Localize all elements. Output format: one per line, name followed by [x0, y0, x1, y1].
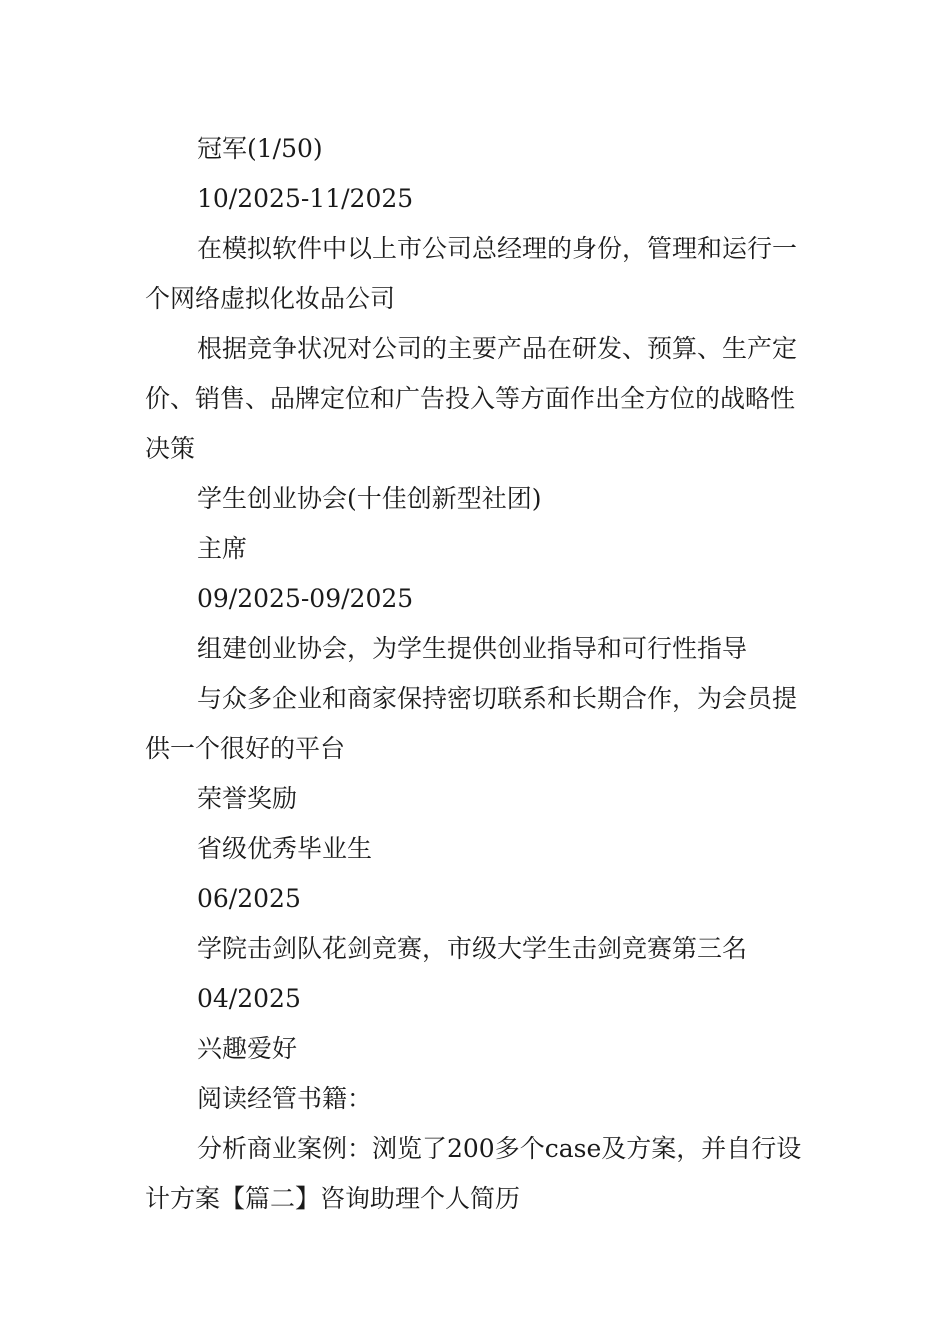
paragraph-organization: 学生创业协会(十佳创新型社团) [197, 484, 542, 513]
paragraph-date-range: 10/2025-11/2025 [197, 184, 414, 213]
paragraph-award-title: 冠军(1/50) [197, 134, 323, 163]
paragraph-date: 06/2025 [197, 884, 301, 913]
paragraph-description: 组建创业协会，为学生提供创业指导和可行性指导 [197, 634, 748, 663]
paragraph-description: 与众多企业和商家保持密切联系和长期合作，为会员提供一个很好的平台 [145, 684, 798, 763]
paragraph-description: 根据竞争状况对公司的主要产品在研发、预算、生产定价、销售、品牌定位和广告投入等方面作出全方位的战略性决策 [145, 334, 798, 463]
paragraph-date: 04/2025 [197, 984, 301, 1013]
paragraph-date-range: 09/2025-09/2025 [197, 584, 414, 613]
section-heading-hobbies: 兴趣爱好 [197, 1034, 298, 1063]
section-heading-honors: 荣誉奖励 [197, 784, 298, 813]
paragraph-hobby: 分析商业案例：浏览了200多个case及方案，并自行设计方案【篇二】咨询助理个人简历 [145, 1134, 802, 1213]
paragraph-honor: 省级优秀毕业生 [197, 834, 373, 863]
paragraph-description: 在模拟软件中以上市公司总经理的身份，管理和运行一个网络虚拟化妆品公司 [145, 234, 798, 313]
paragraph-hobby: 阅读经管书籍： [197, 1084, 373, 1113]
paragraph-role: 主席 [197, 534, 248, 563]
document-body [145, 124, 810, 1224]
paragraph-honor: 学院击剑队花剑竞赛，市级大学生击剑竞赛第三名 [197, 934, 748, 963]
